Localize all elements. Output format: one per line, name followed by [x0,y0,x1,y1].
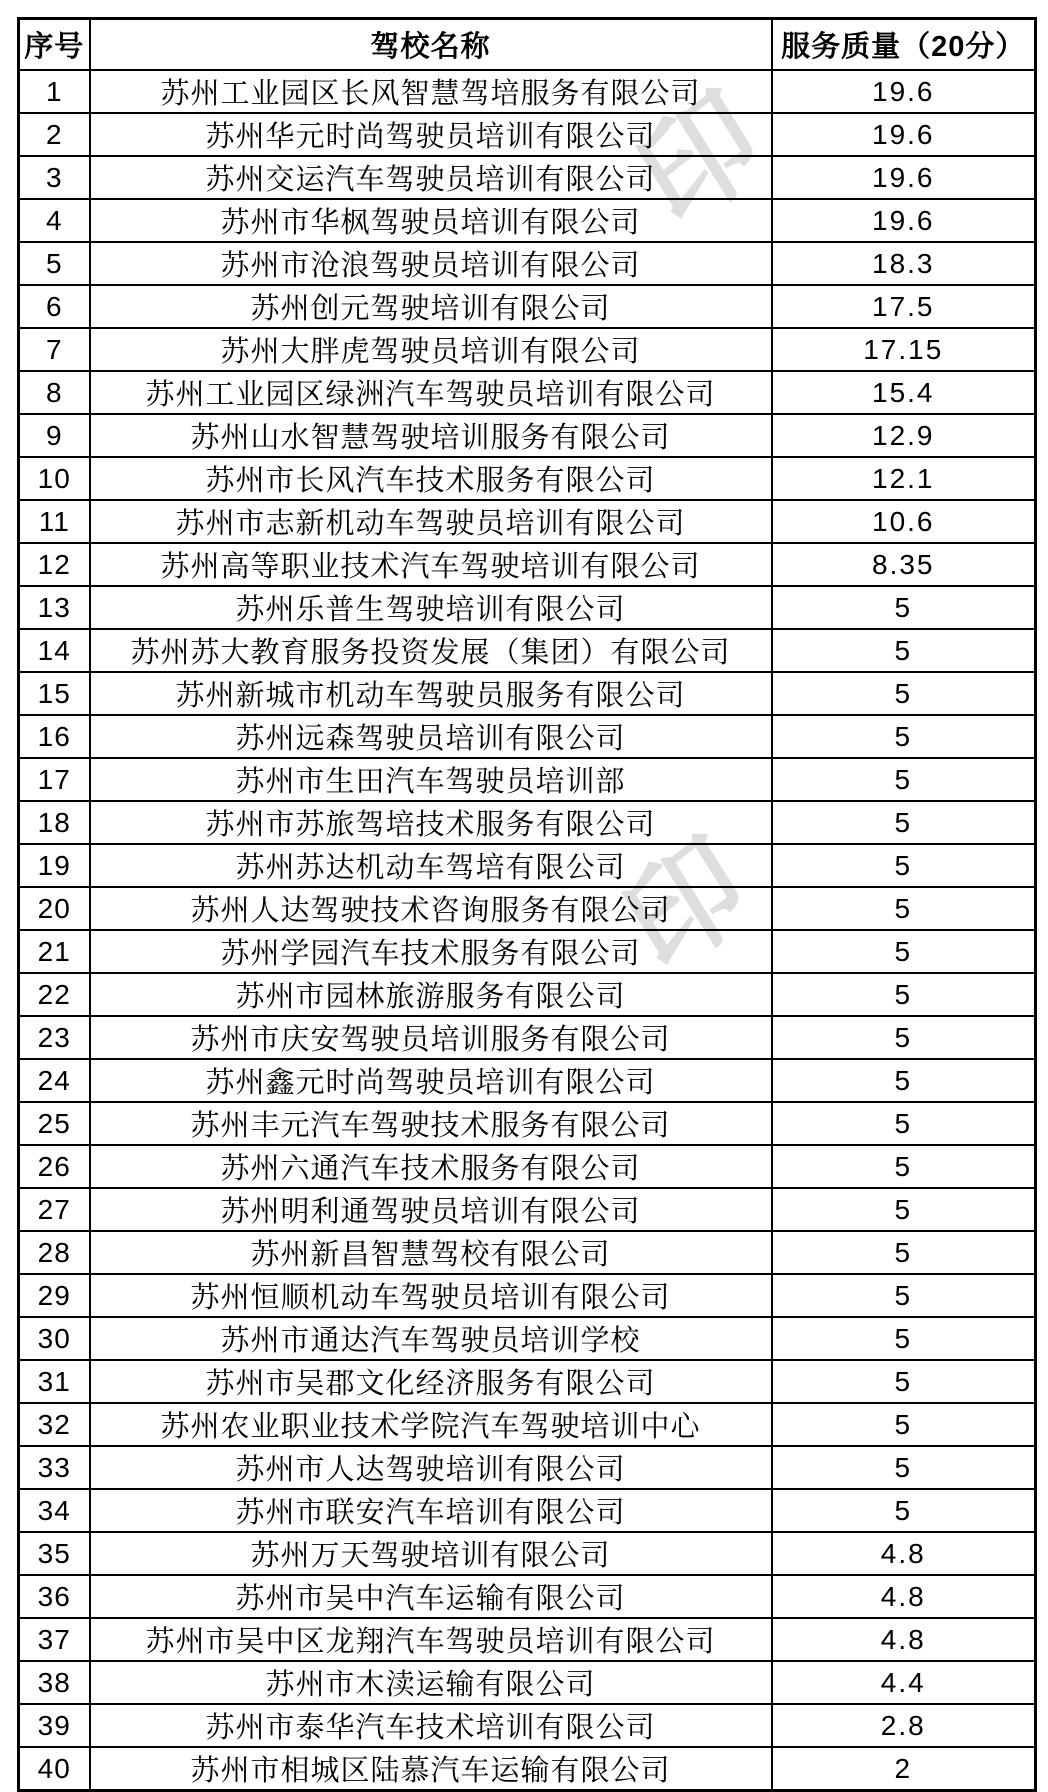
school-name-cell: 苏州市泰华汽车技术培训有限公司 [90,1704,772,1747]
school-name-cell: 苏州市苏旅驾培技术服务有限公司 [90,801,772,844]
row-number-cell: 2 [19,113,90,156]
score-cell: 5 [772,844,1036,887]
school-name-cell: 苏州市联安汽车培训有限公司 [90,1489,772,1532]
watermark-stamp-icon: 印 [605,813,769,999]
score-cell: 5 [772,1446,1036,1489]
school-name-cell: 苏州华元时尚驾驶员培训有限公司 [90,113,772,156]
table-row [19,1489,1036,1532]
table-row [19,285,1036,328]
score-cell: 5 [772,973,1036,1016]
row-number-cell: 10 [19,457,90,500]
row-number-cell: 8 [19,371,90,414]
school-name-cell: 苏州市生田汽车驾驶员培训部 [90,758,772,801]
row-number-cell: 31 [19,1360,90,1403]
school-name-cell: 苏州市华枫驾驶员培训有限公司 [90,199,772,242]
row-number-cell: 25 [19,1102,90,1145]
header-col-name: 驾校名称 [90,19,772,71]
school-name-cell: 苏州六通汽车技术服务有限公司 [90,1145,772,1188]
row-number-cell: 19 [19,844,90,887]
table-row [19,930,1036,973]
table-row [19,371,1036,414]
row-number-cell: 36 [19,1575,90,1618]
row-number-cell: 34 [19,1489,90,1532]
table-row [19,457,1036,500]
table-row [19,801,1036,844]
table-row [19,1446,1036,1489]
school-name-cell: 苏州明利通驾驶员培训有限公司 [90,1188,772,1231]
score-cell: 17.15 [772,328,1036,371]
table-row [19,1274,1036,1317]
school-name-cell: 苏州市吴中区龙翔汽车驾驶员培训有限公司 [90,1618,772,1661]
watermark-stamp-icon: 印 [619,67,783,253]
table-row [19,1059,1036,1102]
table-row [19,1704,1036,1747]
row-number-cell: 26 [19,1145,90,1188]
score-cell: 5 [772,801,1036,844]
table-row [19,1403,1036,1446]
school-name-cell: 苏州万天驾驶培训有限公司 [90,1532,772,1575]
table-row [19,328,1036,371]
score-cell: 17.5 [772,285,1036,328]
score-cell: 5 [772,1102,1036,1145]
table-row [19,1532,1036,1575]
table-row [19,1231,1036,1274]
row-number-cell: 12 [19,543,90,586]
score-cell: 5 [772,1059,1036,1102]
header-col-score: 服务质量（20分） [772,19,1036,71]
score-cell: 5 [772,930,1036,973]
school-name-cell: 苏州工业园区长风智慧驾培服务有限公司 [90,70,772,113]
school-name-cell: 苏州市吴郡文化经济服务有限公司 [90,1360,772,1403]
score-cell: 10.6 [772,500,1036,543]
school-name-cell: 苏州交运汽车驾驶员培训有限公司 [90,156,772,199]
score-cell: 19.6 [772,156,1036,199]
score-cell: 5 [772,887,1036,930]
school-name-cell: 苏州山水智慧驾驶培训服务有限公司 [90,414,772,457]
school-name-cell: 苏州市长风汽车技术服务有限公司 [90,457,772,500]
score-cell: 12.1 [772,457,1036,500]
school-name-cell: 苏州学园汽车技术服务有限公司 [90,930,772,973]
table-row [19,156,1036,199]
table-row [19,715,1036,758]
table-row [19,500,1036,543]
school-name-cell: 苏州新城市机动车驾驶员服务有限公司 [90,672,772,715]
row-number-cell: 16 [19,715,90,758]
table-row [19,113,1036,156]
score-cell: 4.8 [772,1532,1036,1575]
school-name-cell: 苏州市沧浪驾驶员培训有限公司 [90,242,772,285]
row-number-cell: 29 [19,1274,90,1317]
row-number-cell: 33 [19,1446,90,1489]
row-number-cell: 13 [19,586,90,629]
table-row [19,1360,1036,1403]
row-number-cell: 38 [19,1661,90,1704]
table-row [19,672,1036,715]
table-row [19,1016,1036,1059]
score-cell: 8.35 [772,543,1036,586]
row-number-cell: 3 [19,156,90,199]
row-number-cell: 39 [19,1704,90,1747]
score-cell: 5 [772,1188,1036,1231]
table-row [19,844,1036,887]
school-name-cell: 苏州市相城区陆慕汽车运输有限公司 [90,1747,772,1791]
score-cell: 5 [772,629,1036,672]
school-name-cell: 苏州市通达汽车驾驶员培训学校 [90,1317,772,1360]
row-number-cell: 30 [19,1317,90,1360]
school-name-cell: 苏州恒顺机动车驾驶员培训有限公司 [90,1274,772,1317]
score-cell: 4.8 [772,1618,1036,1661]
school-name-cell: 苏州市园林旅游服务有限公司 [90,973,772,1016]
row-number-cell: 40 [19,1747,90,1791]
score-cell: 5 [772,1489,1036,1532]
school-name-cell: 苏州远森驾驶员培训有限公司 [90,715,772,758]
table-row [19,414,1036,457]
score-cell: 5 [772,586,1036,629]
table-row [19,973,1036,1016]
school-name-cell: 苏州市木渎运输有限公司 [90,1661,772,1704]
school-name-cell: 苏州市庆安驾驶员培训服务有限公司 [90,1016,772,1059]
school-name-cell: 苏州丰元汽车驾驶技术服务有限公司 [90,1102,772,1145]
school-name-cell: 苏州市人达驾驶培训有限公司 [90,1446,772,1489]
row-number-cell: 20 [19,887,90,930]
row-number-cell: 15 [19,672,90,715]
row-number-cell: 11 [19,500,90,543]
row-number-cell: 14 [19,629,90,672]
school-name-cell: 苏州大胖虎驾驶员培训有限公司 [90,328,772,371]
table-row [19,1661,1036,1704]
table-row [19,1575,1036,1618]
table-row [19,586,1036,629]
table-row [19,1747,1036,1791]
row-number-cell: 5 [19,242,90,285]
school-name-cell: 苏州高等职业技术汽车驾驶培训有限公司 [90,543,772,586]
row-number-cell: 4 [19,199,90,242]
score-cell: 4.8 [772,1575,1036,1618]
row-number-cell: 23 [19,1016,90,1059]
score-cell: 5 [772,1145,1036,1188]
table-row [19,758,1036,801]
score-cell: 12.9 [772,414,1036,457]
score-cell: 5 [772,1403,1036,1446]
row-number-cell: 18 [19,801,90,844]
score-cell: 18.3 [772,242,1036,285]
score-cell: 2.8 [772,1704,1036,1747]
school-name-cell: 苏州农业职业技术学院汽车驾驶培训中心 [90,1403,772,1446]
school-name-cell: 苏州鑫元时尚驾驶员培训有限公司 [90,1059,772,1102]
header-row [19,19,1036,71]
table-row [19,1188,1036,1231]
score-cell: 5 [772,1317,1036,1360]
score-cell: 4.4 [772,1661,1036,1704]
table-row [19,1317,1036,1360]
row-number-cell: 37 [19,1618,90,1661]
row-number-cell: 21 [19,930,90,973]
score-cell: 19.6 [772,70,1036,113]
score-cell: 5 [772,1274,1036,1317]
score-cell: 2 [772,1747,1036,1791]
school-name-cell: 苏州新昌智慧驾校有限公司 [90,1231,772,1274]
score-cell: 5 [772,758,1036,801]
score-cell: 19.6 [772,199,1036,242]
score-cell: 15.4 [772,371,1036,414]
school-name-cell: 苏州创元驾驶培训有限公司 [90,285,772,328]
score-cell: 5 [772,1360,1036,1403]
row-number-cell: 35 [19,1532,90,1575]
row-number-cell: 28 [19,1231,90,1274]
school-name-cell: 苏州人达驾驶技术咨询服务有限公司 [90,887,772,930]
row-number-cell: 9 [19,414,90,457]
row-number-cell: 27 [19,1188,90,1231]
school-name-cell: 苏州市吴中汽车运输有限公司 [90,1575,772,1618]
score-cell: 5 [772,1231,1036,1274]
score-cell: 5 [772,1016,1036,1059]
table-row [19,629,1036,672]
table-row [19,1145,1036,1188]
score-cell: 19.6 [772,113,1036,156]
school-name-cell: 苏州市志新机动车驾驶员培训有限公司 [90,500,772,543]
table-row [19,242,1036,285]
row-number-cell: 7 [19,328,90,371]
table-row [19,1102,1036,1145]
score-cell: 5 [772,715,1036,758]
row-number-cell: 1 [19,70,90,113]
row-number-cell: 32 [19,1403,90,1446]
driving-school-score-table [17,17,1037,1792]
row-number-cell: 17 [19,758,90,801]
row-number-cell: 6 [19,285,90,328]
table-row [19,1618,1036,1661]
header-col-no: 序号 [19,19,90,71]
row-number-cell: 24 [19,1059,90,1102]
school-name-cell: 苏州工业园区绿洲汽车驾驶员培训有限公司 [90,371,772,414]
score-cell: 5 [772,672,1036,715]
table-row [19,199,1036,242]
school-name-cell: 苏州乐普生驾驶培训有限公司 [90,586,772,629]
table-row [19,543,1036,586]
table-row [19,887,1036,930]
school-name-cell: 苏州苏达机动车驾培有限公司 [90,844,772,887]
row-number-cell: 22 [19,973,90,1016]
table-row [19,70,1036,113]
school-name-cell: 苏州苏大教育服务投资发展（集团）有限公司 [90,629,772,672]
